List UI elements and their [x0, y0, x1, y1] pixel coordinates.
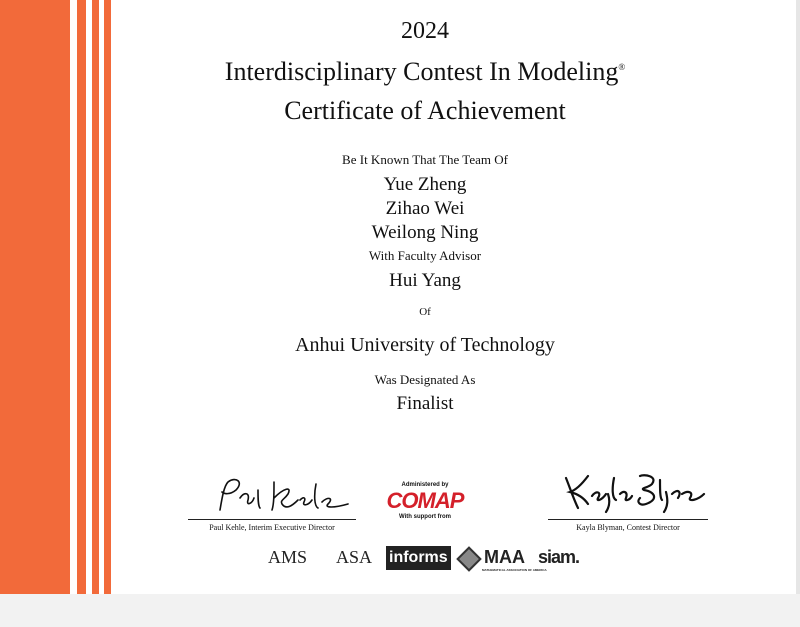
team-member: Yue Zheng	[383, 174, 467, 195]
maa-small-text: MATHEMATICAL ASSOCIATION OF AMERICA	[482, 568, 547, 572]
signature-kayla-blyman	[548, 470, 708, 514]
support-label: With support from	[399, 514, 451, 520]
maa-diamond-icon	[456, 546, 481, 571]
university-name: Anhui University of Technology	[295, 334, 555, 356]
viewer-edge-right	[796, 0, 800, 594]
certificate-title: Certificate of Achievement	[284, 96, 566, 125]
comap-logo: COMAP	[386, 488, 464, 513]
orange-stripe	[77, 0, 86, 594]
signature-line	[188, 519, 356, 520]
signature-line	[548, 519, 708, 520]
maa-text: MAA	[484, 547, 525, 567]
asa-logo: ASA	[336, 547, 373, 567]
contest-name: Interdisciplinary Contest In Modeling	[224, 57, 619, 86]
orange-stripe	[92, 0, 99, 594]
signature-block-left	[188, 476, 356, 532]
ams-logo: AMS	[268, 547, 308, 567]
signature-caption: Paul Kehle, Interim Executive Director	[209, 523, 335, 532]
of-label: Of	[419, 306, 431, 318]
signature-paul-kehle	[188, 476, 356, 514]
sponsor-logos	[268, 545, 608, 575]
award-title: Finalist	[396, 393, 454, 414]
signature-caption: Kayla Blyman, Contest Director	[576, 523, 680, 532]
certificate-year: 2024	[401, 18, 449, 44]
orange-stripe	[104, 0, 111, 594]
contest-title	[120, 57, 730, 87]
comap-logo-block	[385, 482, 465, 520]
advisor-label: With Faculty Advisor	[368, 248, 482, 263]
team-member: Zihao Wei	[385, 198, 465, 219]
signature-block-right	[548, 470, 708, 532]
intro-text: Be It Known That The Team Of	[342, 152, 508, 167]
viewer-edge-bottom	[0, 594, 800, 627]
orange-band	[0, 0, 70, 594]
registered-mark: ®	[618, 62, 626, 72]
siam-logo: siam.	[538, 547, 580, 567]
informs-logo: informs	[386, 546, 451, 570]
faculty-advisor: Hui Yang	[389, 270, 461, 291]
administered-by-label: Administered by	[401, 482, 449, 488]
designation-label: Was Designated As	[374, 372, 476, 387]
team-member: Weilong Ning	[371, 222, 479, 243]
